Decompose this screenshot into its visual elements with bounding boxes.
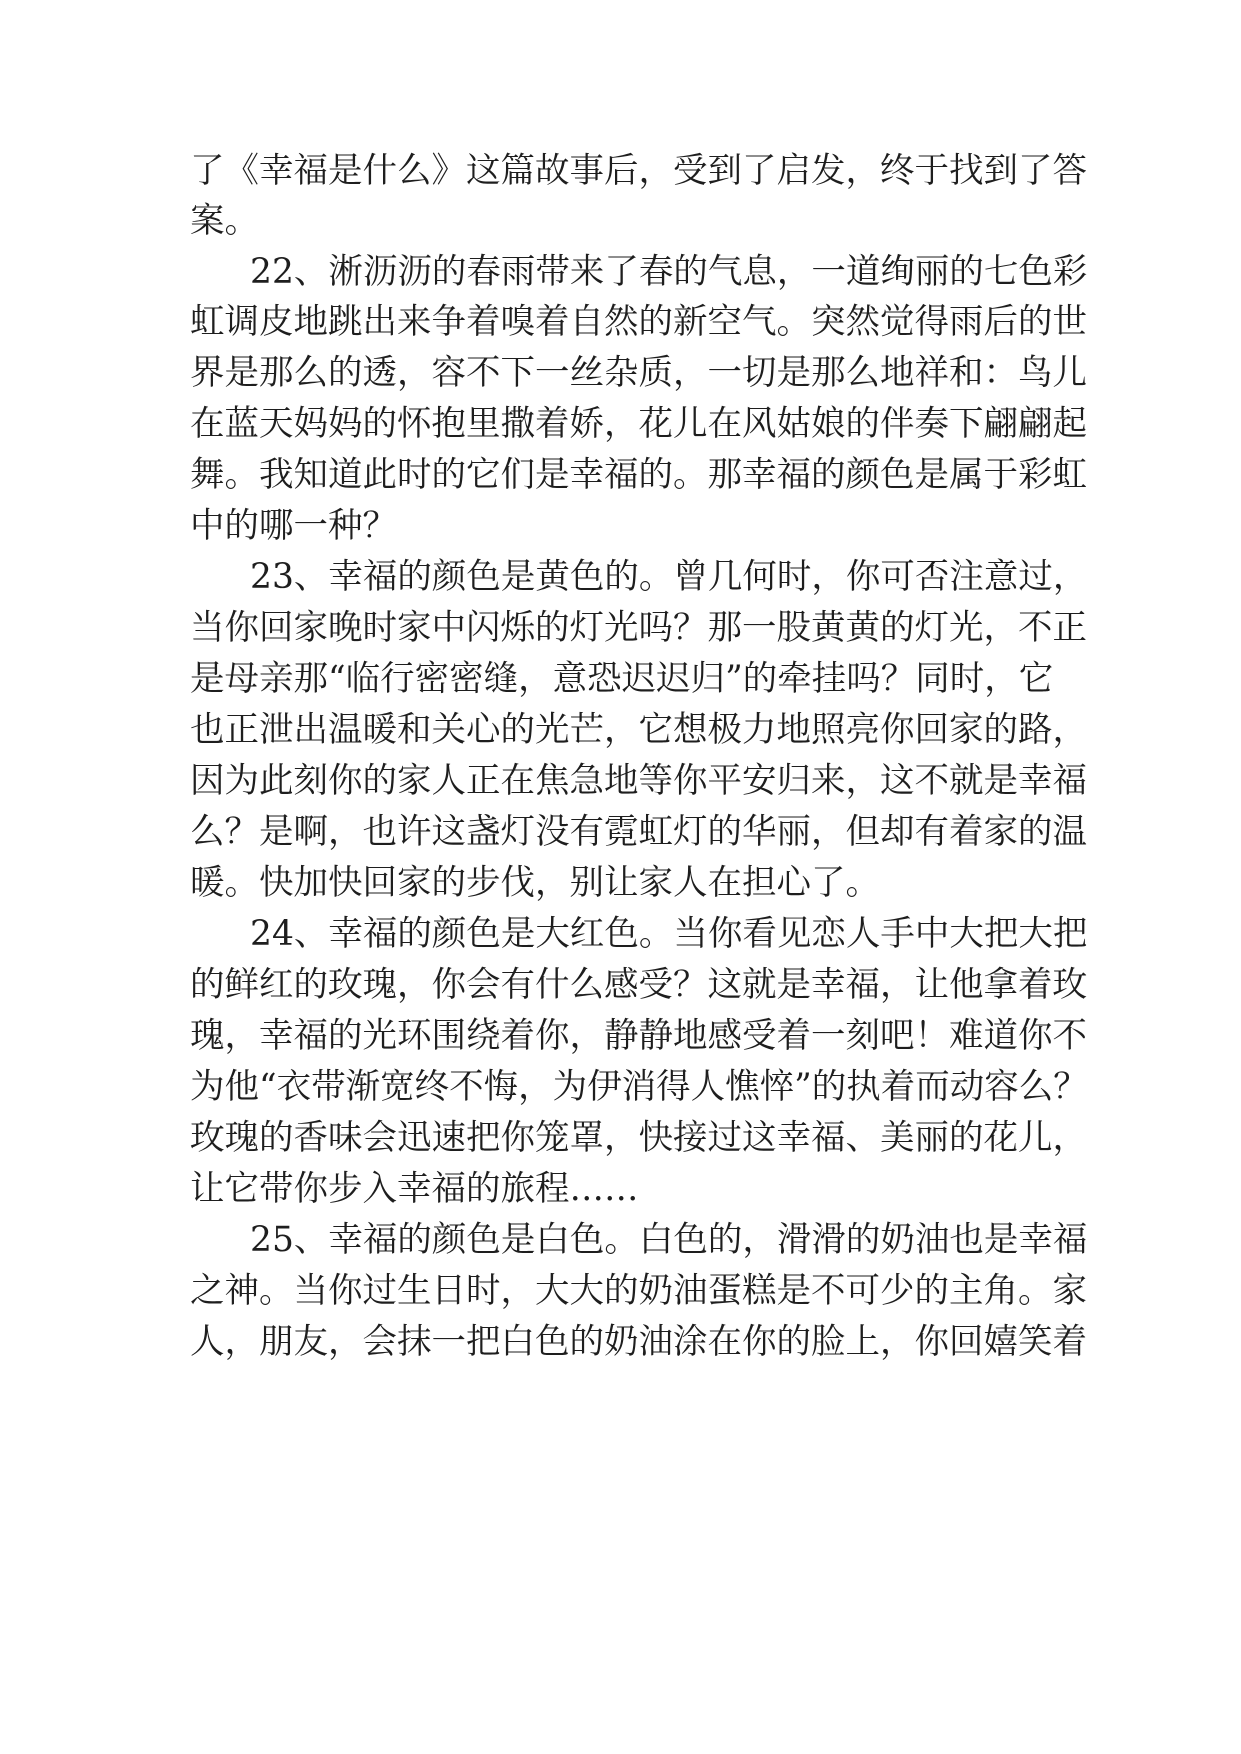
text-line: 在蓝天妈妈的怀抱里撒着娇，花儿在风姑娘的伴奏下翩翩起 xyxy=(190,404,1087,444)
text-line: 中的哪一种？ xyxy=(190,506,397,546)
text-line: 了《幸福是什么》这篇故事后，受到了启发，终于找到了答 xyxy=(190,151,1087,191)
text-line: 让它带你步入幸福的旅程…… xyxy=(190,1169,639,1209)
text-line: 之神。当你过生日时，大大的奶油蛋糕是不可少的主角。家 xyxy=(190,1271,1087,1311)
text-line: 也正泄出温暖和关心的光芒，它想极力地照亮你回家的路， xyxy=(190,710,1087,750)
paragraph-23-start: 23、幸福的颜色是黄色的。曾几何时，你可否注意过， xyxy=(250,557,1088,597)
text-line: 为他“衣带渐宽终不悔，为伊消得人憔悴”的执着而动容么？ xyxy=(190,1067,1088,1107)
text-line: 因为此刻你的家人正在焦急地等你平安归来，这不就是幸福 xyxy=(190,761,1087,801)
text-line: 是母亲那“临行密密缝，意恐迟迟归”的牵挂吗？同时，它 xyxy=(190,659,1054,699)
text-line: 暖。快加快回家的步伐，别让家人在担心了。 xyxy=(190,863,880,903)
text-line: 当你回家晚时家中闪烁的灯光吗？那一股黄黄的灯光，不正 xyxy=(190,608,1087,648)
text-line: 虹调皮地跳出来争着嗅着自然的新空气。突然觉得雨后的世 xyxy=(190,302,1087,342)
text-line: 界是那么的透，容不下一丝杂质，一切是那么地祥和：鸟儿 xyxy=(190,353,1087,393)
text-line: 案。 xyxy=(190,201,259,241)
text-line: 的鲜红的玫瑰，你会有什么感受？这就是幸福，让他拿着玫 xyxy=(190,965,1087,1005)
text-line: 么？是啊，也许这盏灯没有霓虹灯的华丽，但却有着家的温 xyxy=(190,812,1087,852)
paragraph-25-start: 25、幸福的颜色是白色。白色的，滑滑的奶油也是幸福 xyxy=(250,1220,1088,1260)
text-line: 玫瑰的香味会迅速把你笼罩，快接过这幸福、美丽的花儿， xyxy=(190,1118,1087,1158)
text-line: 舞。我知道此时的它们是幸福的。那幸福的颜色是属于彩虹 xyxy=(190,455,1087,495)
paragraph-22-start: 22、淅沥沥的春雨带来了春的气息，一道绚丽的七色彩 xyxy=(250,252,1088,292)
paragraph-24-start: 24、幸福的颜色是大红色。当你看见恋人手中大把大把 xyxy=(250,914,1088,954)
text-line: 人，朋友，会抹一把白色的奶油涂在你的脸上，你回嬉笑着 xyxy=(190,1322,1087,1362)
text-line: 瑰，幸福的光环围绕着你，静静地感受着一刻吧！难道你不 xyxy=(190,1016,1087,1056)
